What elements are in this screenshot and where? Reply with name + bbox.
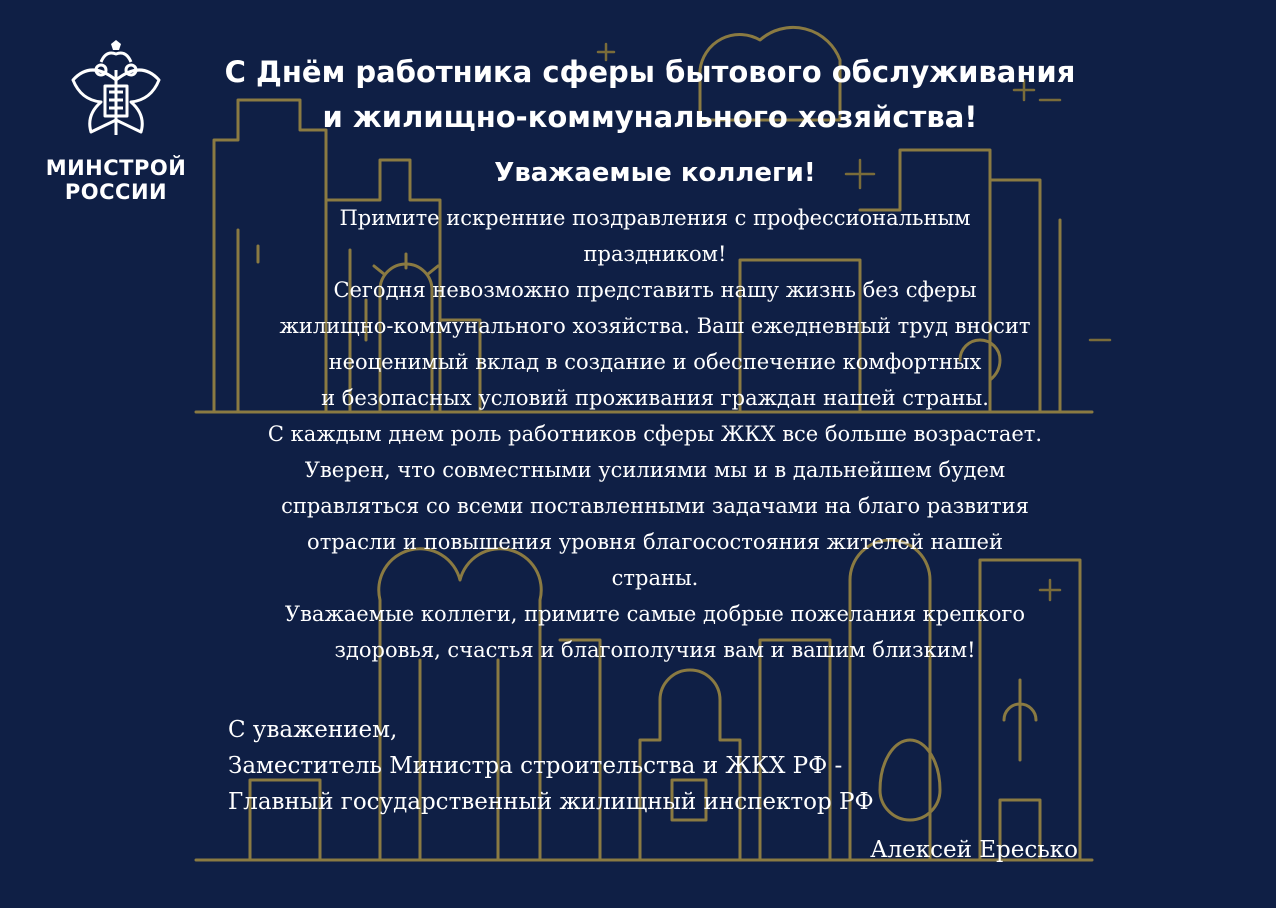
message-body <box>215 200 1095 668</box>
signature-name: Алексей Ересько <box>870 837 1078 863</box>
ministry-logo <box>30 40 202 204</box>
body-line: С каждым днем роль работников сферы ЖКХ все больше возрастает. <box>267 422 1043 446</box>
body-line: Примите искренние поздравления с профессиональным <box>339 206 971 230</box>
body-line: отрасли и повышения уровня благосостояния жителей нашей <box>307 530 1003 554</box>
logo-line-1: МИНСТРОЙ <box>45 156 187 180</box>
signature-regards: С уважением, <box>228 717 398 743</box>
body-line: Сегодня невозможно представить нашу жизнь без сферы <box>333 278 977 302</box>
title-line-1: С Днём работника сферы бытового обслуживания <box>224 55 1076 89</box>
body-line: справляться со всеми поставленными задачами на благо развития <box>281 494 1029 518</box>
page-title <box>200 50 1100 140</box>
body-line: жилищно-коммунального хозяйства. Ваш ежедневный труд вносит <box>279 314 1031 338</box>
double-headed-eagle-icon <box>61 40 171 150</box>
signature-position-1: Заместитель Министра строительства и ЖКХ РФ - <box>228 753 843 779</box>
logo-line-2: РОССИИ <box>64 180 168 204</box>
greeting-heading: Уважаемые коллеги! <box>494 158 816 188</box>
body-line: здоровья, счастья и благополучия вам и вашим близким! <box>334 638 976 662</box>
signature-position-2: Главный государственный жилищный инспектор РФ <box>228 789 874 815</box>
body-line: праздником! <box>583 242 727 266</box>
title-line-2: и жилищно-коммунального хозяйства! <box>322 100 978 134</box>
logo-text <box>30 156 202 204</box>
body-line: и безопасных условий проживания граждан нашей страны. <box>321 386 989 410</box>
body-line: неоценимый вклад в создание и обеспечение комфортных <box>328 350 982 374</box>
body-line: страны. <box>611 566 699 590</box>
body-line: Уважаемые коллеги, примите самые добрые пожелания крепкого <box>284 602 1026 626</box>
signature-block <box>228 712 1088 820</box>
body-line: Уверен, что совместными усилиями мы и в дальнейшем будем <box>304 458 1006 482</box>
